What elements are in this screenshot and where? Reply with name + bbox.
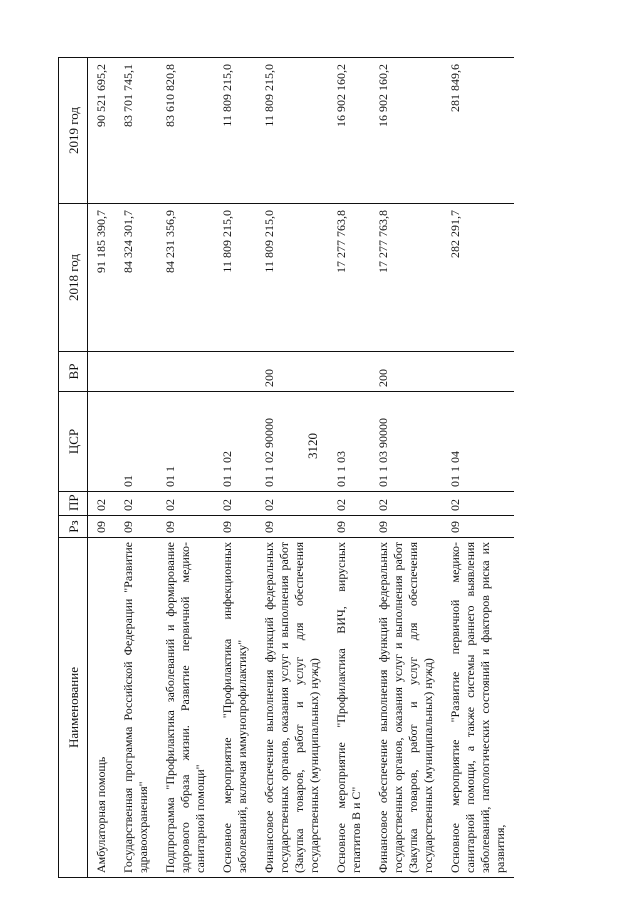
row-csr: 01 bbox=[115, 392, 157, 492]
header-2019: 2019 год bbox=[59, 58, 88, 204]
row-rz: 09 bbox=[115, 516, 157, 538]
row-2019: 281 849,6 bbox=[442, 58, 514, 204]
row-pr: 02 bbox=[214, 492, 256, 516]
row-2018: 11 809 215,0 bbox=[214, 204, 256, 352]
table-row bbox=[328, 58, 370, 878]
row-rz: 09 bbox=[214, 516, 256, 538]
row-rz: 09 bbox=[370, 516, 442, 538]
row-pr: 02 bbox=[442, 492, 514, 516]
row-2019: 90 521 695,2 bbox=[88, 58, 116, 204]
row-2019: 16 902 160,2 bbox=[328, 58, 370, 204]
row-vr bbox=[115, 352, 157, 392]
row-2019: 11 809 215,0 bbox=[256, 58, 328, 204]
header-2018: 2018 год bbox=[59, 204, 88, 352]
row-pr: 02 bbox=[370, 492, 442, 516]
table-row bbox=[157, 58, 214, 878]
row-rz: 09 bbox=[256, 516, 328, 538]
row-2018: 84 231 356,9 bbox=[157, 204, 214, 352]
row-rz: 09 bbox=[157, 516, 214, 538]
row-2018: 282 291,7 bbox=[442, 204, 514, 352]
row-name: Амбулаторная помощь bbox=[88, 538, 116, 878]
row-pr: 02 bbox=[88, 492, 116, 516]
header-rz: Рз bbox=[59, 516, 88, 538]
row-vr bbox=[328, 352, 370, 392]
row-csr: 01 1 04 bbox=[442, 392, 514, 492]
row-name: Основное мероприятие "Профилактика ВИЧ, вирусных гепатитов B и C" bbox=[328, 538, 370, 878]
row-2019: 16 902 160,2 bbox=[370, 58, 442, 204]
row-csr: 01 1 bbox=[157, 392, 214, 492]
row-name: Финансовое обеспечение выполнения функций федеральных государственных органов, оказания услуг и выполнения работ (Закупка товаров, работ и услуг для обеспечения государственных (муниципальных) нужд) bbox=[256, 538, 328, 878]
row-csr bbox=[88, 392, 116, 492]
row-csr: 01 1 02 bbox=[214, 392, 256, 492]
row-vr bbox=[88, 352, 116, 392]
page-number-text: 3120 bbox=[305, 433, 320, 459]
row-2018: 17 277 763,8 bbox=[328, 204, 370, 352]
budget-table bbox=[58, 57, 514, 878]
row-vr: 200 bbox=[256, 352, 328, 392]
table-row bbox=[214, 58, 256, 878]
row-csr: 01 1 02 90000 bbox=[256, 392, 328, 492]
row-pr: 02 bbox=[115, 492, 157, 516]
row-name: Основное мероприятие "Профилактика инфекционных заболеваний, включая иммунопрофилактику" bbox=[214, 538, 256, 878]
row-pr: 02 bbox=[157, 492, 214, 516]
row-pr: 02 bbox=[328, 492, 370, 516]
row-name: Основное мероприятие "Развитие первичной медико-санитарной помощи, а также системы раннего выявления заболеваний, патологических состояний и факторов риска их развития, bbox=[442, 538, 514, 878]
row-vr bbox=[442, 352, 514, 392]
row-rz: 09 bbox=[88, 516, 116, 538]
table-header-row bbox=[59, 58, 88, 878]
row-name: Подпрограмма "Профилактика заболеваний и формирование здорового образа жизни. Развитие первичной медико-санитарной помощи" bbox=[157, 538, 214, 878]
row-vr bbox=[157, 352, 214, 392]
row-name: Государственная программа Российской Федерации "Развитие здравоохранения" bbox=[115, 538, 157, 878]
rotated-page-content bbox=[58, 58, 598, 878]
header-csr: ЦСР bbox=[59, 392, 88, 492]
row-pr: 02 bbox=[256, 492, 328, 516]
header-vr: ВР bbox=[59, 352, 88, 392]
header-pr: ПР bbox=[59, 492, 88, 516]
row-2018: 11 809 215,0 bbox=[256, 204, 328, 352]
row-2019: 83 701 745,1 bbox=[115, 58, 157, 204]
table-row bbox=[370, 58, 442, 878]
row-2018: 84 324 301,7 bbox=[115, 204, 157, 352]
row-rz: 09 bbox=[328, 516, 370, 538]
row-2018: 91 185 390,7 bbox=[88, 204, 116, 352]
row-2019: 11 809 215,0 bbox=[214, 58, 256, 204]
row-vr: 200 bbox=[370, 352, 442, 392]
table-row bbox=[115, 58, 157, 878]
row-rz: 09 bbox=[442, 516, 514, 538]
row-name: Финансовое обеспечение выполнения функций федеральных государственных органов, оказания услуг и выполнения работ (Закупка товаров, работ и услуг для обеспечения государственных (муниципальных) нужд) bbox=[370, 538, 442, 878]
table-row bbox=[442, 58, 514, 878]
row-csr: 01 1 03 90000 bbox=[370, 392, 442, 492]
table-row bbox=[88, 58, 116, 878]
table-row bbox=[256, 58, 328, 878]
row-2019: 83 610 820,8 bbox=[157, 58, 214, 204]
header-name: Наименование bbox=[59, 538, 88, 878]
row-2018: 17 277 763,8 bbox=[370, 204, 442, 352]
row-csr: 01 1 03 bbox=[328, 392, 370, 492]
row-vr bbox=[214, 352, 256, 392]
